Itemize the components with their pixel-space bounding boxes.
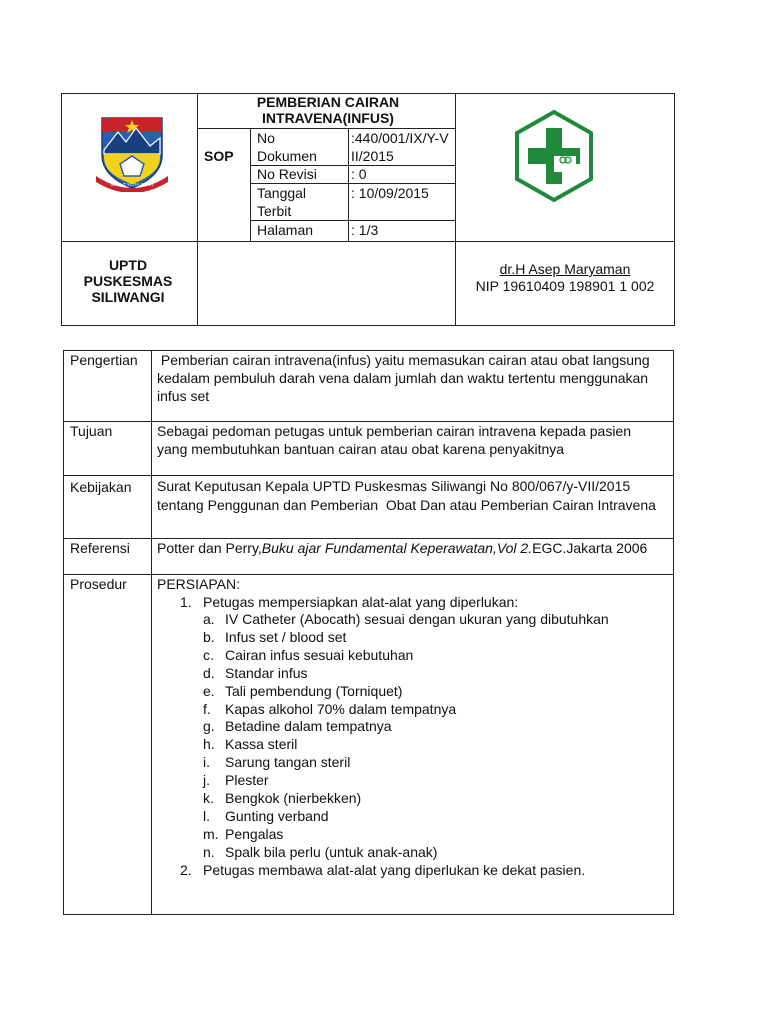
list-item-letter: b. (203, 629, 215, 645)
list-item-letter: i. (203, 754, 210, 770)
list-item-letter: f. (203, 701, 211, 717)
garut-emblem-icon (92, 110, 172, 192)
step-2-text: Petugas membawa alat-alat yang diperlukan ke dekat pasien. (203, 862, 586, 878)
list-item: Infus set / blood set (225, 629, 347, 645)
list-item: Sarung tangan steril (225, 754, 351, 770)
document-title: PEMBERIAN CAIRAN INTRAVENA(INFUS) (256, 94, 400, 126)
list-item-letter: n. (203, 844, 215, 860)
pengertian-text: Pemberian cairan intravena(infus) yaitu memasukan cairan atau obat langsung kedalam pembuluh darah vena dalam jumlah dan waktu tertentu menggunakan infus set (157, 352, 654, 404)
puskesmas-logo-icon (514, 110, 594, 202)
list-item-letter: j. (203, 772, 210, 788)
list-item: Betadine dalam tempatnya (225, 718, 392, 734)
sop-label: SOP (204, 148, 234, 164)
list-item-letter: k. (203, 790, 214, 806)
field-value-halaman: : 1/3 (351, 222, 379, 238)
list-item: Plester (225, 772, 269, 788)
field-label-halaman: Halaman (257, 222, 314, 238)
pengertian-label: Pengertian (70, 352, 138, 368)
signatory-name: dr.H Asep Maryaman (499, 261, 631, 277)
field-value-no-dokumen: :440/001/IX/Y-VII/2015 (351, 130, 449, 164)
list-item-letter: h. (203, 736, 215, 752)
field-label-no-dokumen: No Dokumen (257, 130, 317, 164)
list-item: Kassa steril (225, 736, 298, 752)
kebijakan-text: Surat Keputusan Kepala UPTD Puskesmas Siliwangi No 800/067/y-VII/2015 tentang Penggunan dan Pemberian Obat Dan atau Pemberian Cairan Intravena (157, 478, 656, 513)
field-label-tanggal-terbit: Tanggal Terbit (257, 185, 307, 219)
referensi-text-start: Potter dan Perry, (157, 540, 262, 556)
signatory-nip: NIP 19610409 198901 1 002 (475, 278, 655, 294)
step-1-text: Petugas mempersiapkan alat-alat yang diperlukan: (203, 594, 519, 610)
list-item: Pengalas (225, 826, 284, 842)
list-item-letter: g. (203, 718, 215, 734)
list-item: Cairan infus sesuai kebutuhan (225, 647, 414, 663)
org-name: UPTD PUSKESMAS SILIWANGI (83, 257, 173, 305)
list-item: Tali pembendung (Torniquet) (225, 683, 403, 699)
tujuan-text: Sebagai pedoman petugas untuk pemberian cairan intravena kepada pasien yang membutuhkan bantuan cairan atau obat karena penyakitnya (157, 423, 632, 457)
prosedur-label: Prosedur (70, 576, 127, 592)
emblem-motto: GARUT KOTA INTAN (110, 182, 154, 187)
list-item-letter: d. (203, 665, 215, 681)
field-value-no-revisi: : 0 (351, 166, 367, 182)
tujuan-label: Tujuan (70, 423, 113, 439)
referensi-book-title: Buku ajar Fundamental Keperawatan,Vol 2. (261, 540, 533, 556)
kebijakan-label: Kebijakan (70, 479, 132, 495)
field-label-no-revisi: No Revisi (257, 166, 317, 182)
list-item-letter: c. (203, 647, 214, 663)
list-item: Gunting verband (225, 808, 329, 824)
step-1-number: 1. (180, 594, 192, 610)
referensi-label: Referensi (70, 540, 130, 556)
prosedur-heading: PERSIAPAN: (157, 576, 240, 592)
list-item: IV Catheter (Abocath) sesuai dengan ukuran yang dibutuhkan (225, 611, 609, 627)
list-item: Spalk bila perlu (untuk anak-anak) (225, 844, 438, 860)
step-2-number: 2. (180, 862, 192, 878)
list-item-letter: e. (203, 683, 215, 699)
list-item: Standar infus (225, 665, 308, 681)
list-item-letter: l. (203, 808, 210, 824)
list-item-letter: m. (203, 826, 219, 842)
list-item: Bengkok (nierbekken) (225, 790, 362, 806)
list-item-letter: a. (203, 611, 215, 627)
field-value-tanggal-terbit: : 10/09/2015 (351, 185, 429, 201)
referensi-text-end: EGC.Jakarta 2006 (532, 540, 648, 556)
referensi-text (157, 539, 662, 557)
list-item: Kapas alkohol 70% dalam tempatnya (225, 701, 457, 717)
